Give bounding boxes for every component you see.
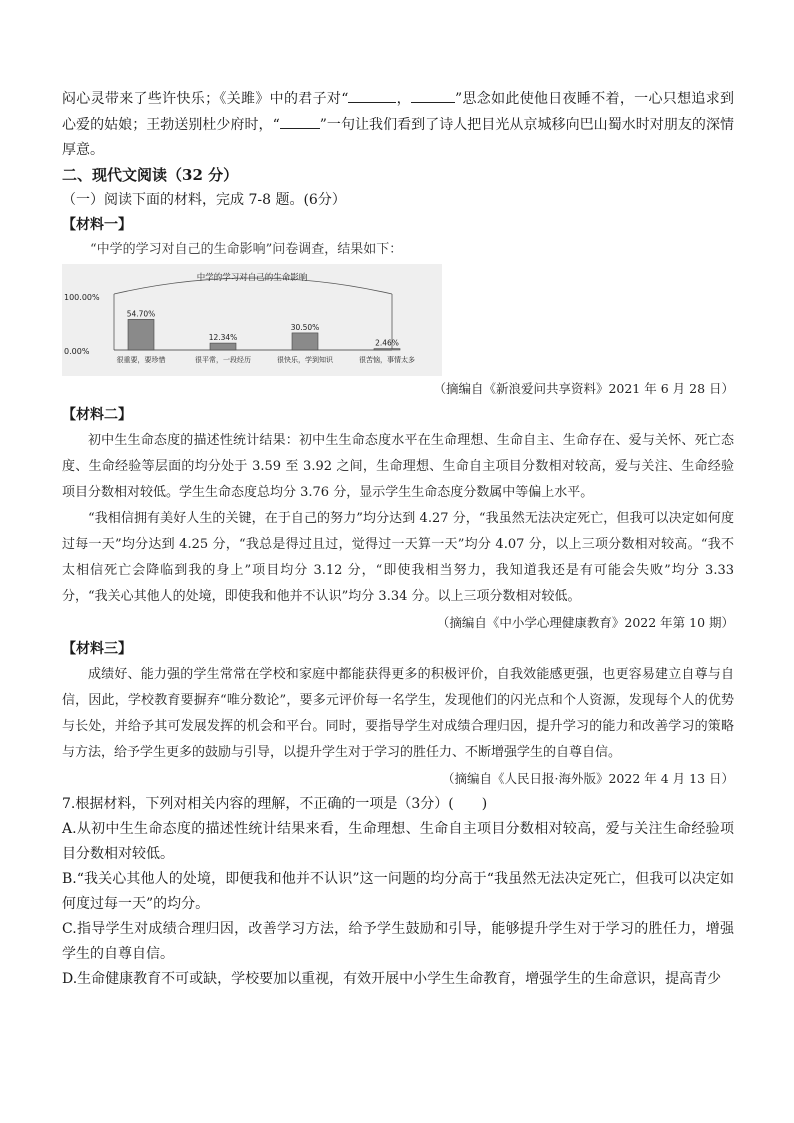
ytick-100: 100.00% (64, 293, 100, 302)
material3-para1: 成绩好、能力强的学生常常在学校和家庭中都能获得更多的积极评价，自我效能感更强，也更容易建立自尊与自信，因此，学校教育要摒弃“唯分数论”，要多元评价每一名学生，发现他们的闪光点和个人资源，发现每个人的优势与长处，并给予其可发展发挥的机会和平台。同时，要指导学生对成绩合理归因，提升学习的能力和改善学习的策略与方法，给予学生更多的鼓励与引导，以提升学生对于学习的胜任力、不断增强学生的自尊自信。 (62, 667, 734, 760)
ytick-0: 0.00% (64, 347, 90, 356)
bar-2 (210, 343, 236, 350)
question7-option-b: B.“我关心其他人的处境，即便我和他并不认识”这一问题的均分高于“我虽然无法决定死亡，但我可以决定如何度过每一天”的均分。 (62, 871, 734, 912)
question7-stem: 7.根据材料，下列对相关内容的理解，不正确的一项是（3分）( ) (62, 796, 488, 812)
intro-text-2b: ”一句让我们看到了诗人把目光从京城移向巴山蜀水时对朋友的 (319, 117, 706, 133)
intro-text-1b: ， (396, 91, 411, 107)
material1-label: 【材料一】 (62, 217, 132, 233)
bar-value-label-4: 2.46% (375, 338, 399, 348)
category-label-3: 很快乐，学到知识 (277, 356, 333, 364)
question7-option-d: D.生命健康教育不可或缺，学校要加以重视，有效开展中小学生生命教育，增强学生的生命意识，提高青少 (62, 971, 722, 987)
fill-blank-3 (280, 112, 320, 129)
material2-source: （摘编自《中小学心理健康教育》2022 年第 10 期） (436, 615, 734, 630)
category-label-4: 很苦恼，事情太多 (359, 356, 415, 364)
intro-paragraph (62, 86, 734, 163)
section-heading: 二、现代文阅读（32 分） (62, 166, 239, 184)
survey-chart-svg (62, 264, 442, 376)
category-label-1: 很重要，要珍惜 (116, 356, 166, 364)
chart-title: 中学的学习对自己的生命影响 (196, 273, 308, 283)
intro-text-1a: 闷心灵带来了些许快乐；《关雎》中的君子对“ (62, 91, 349, 107)
material3-source: （摘编自《人民日报·海外版》2022 年 4 月 13 日） (441, 771, 734, 786)
material2-para2: “我相信拥有美好人生的关键，在于自己的努力”均分达到 4.27 分，“我虽然无法决定死亡，但我可以决定如何度过每一天”均分达到 4.25 分，“我总是得过且过，觉得过一天算一天”均分 4.07 分，以上三项分数相对较高。“我不太相信死亡会降临到我的身上”项目均分 3.12 分，“即使我相当努力，我知道我还是有可能会失败”均分 3.33 分，“我关心其他人的处境，即使我和他并不认识”均分 3.34 分。以上三项分数相对较低。 (62, 511, 734, 604)
material1-source: （摘编自《新浪爱问共享资料》2021 年 6 月 28 日） (433, 381, 734, 396)
survey-chart (62, 264, 442, 376)
material1-intro: “中学的学习对自己的生命影响”问卷调查，结果如下： (90, 242, 403, 257)
document-page (62, 86, 734, 992)
bar-value-label-1: 54.70% (126, 309, 156, 319)
bar-value-label-3: 30.50% (290, 322, 320, 332)
material2-label: 【材料二】 (62, 407, 132, 423)
fill-blank-1 (348, 86, 396, 103)
category-label-2: 很平常，一段经历 (195, 356, 251, 364)
question7-option-c: C.指导学生对成绩合理归因，改善学习方法，给予学生鼓励和引导，能够提升学生对于学习的胜任力，增强学生的自尊自信。 (62, 921, 734, 962)
question7-option-a: A.从初中生生命态度的描述性统计结果来看，生命理想、生命自主项目分数相对较高，爱与关注生命经验项目分数相对较低。 (62, 821, 734, 862)
intro-text-2a: 到心爱的姑娘；王勃送别杜少府时，“ (62, 91, 735, 133)
bar-3 (292, 333, 318, 350)
material3-label: 【材料三】 (62, 641, 132, 657)
bar-value-label-2: 12.34% (208, 333, 238, 343)
fill-blank-2 (411, 86, 455, 103)
material2-para1: 初中生生命态度的描述性统计结果：初中生生命态度水平在生命理想、生命自主、生命存在、爱与关怀、死亡态度、生命经验等层面的均分处于 3.59 至 3.92 之间，生命理想、生命自主项目分数相对较高，爱与关注、生命经验项目分数相对较低。学生生命态度总均分 3.76 分，显示学生生命态度分数属中等偏上水平。 (62, 433, 734, 500)
section-subheading: （一）阅读下面的材料，完成 7-8 题。(6分） (62, 192, 346, 208)
bar-1 (128, 319, 154, 350)
intro-text-1c: ”思念如此使他日夜睡不着，一心只想追求 (454, 91, 721, 107)
intro-text-3: 深情厚意。 (62, 117, 735, 158)
bar-4 (374, 349, 400, 350)
